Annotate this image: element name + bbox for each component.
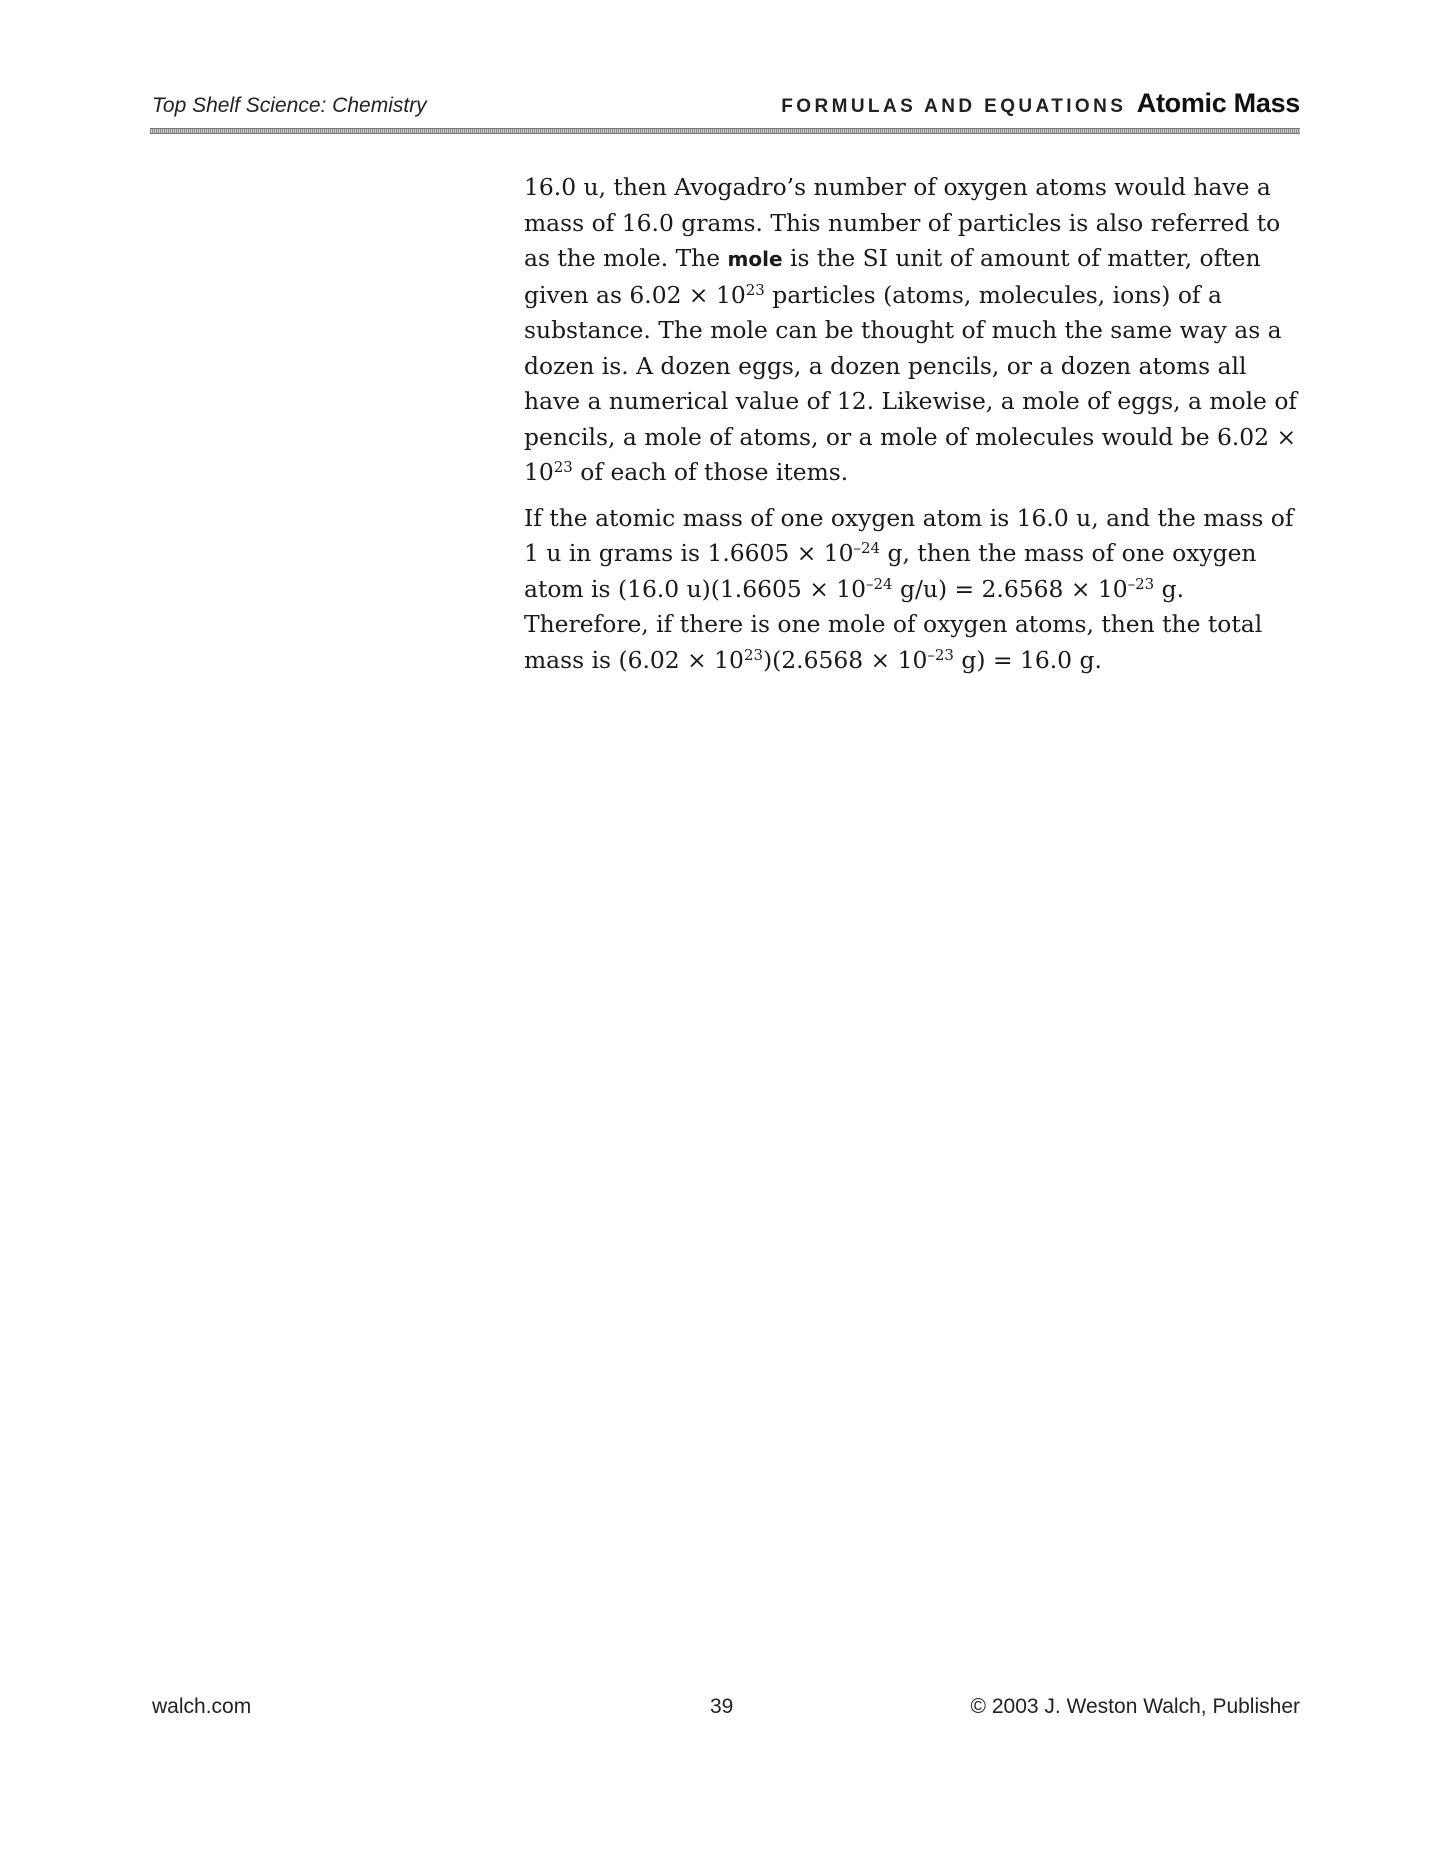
p2-text-1: If the atomic mass of one oxygen atom is 16.0 u, and the mass of 1 u in grams is 1.6605 × 10 bbox=[524, 503, 1294, 567]
page-number: 39 bbox=[710, 1695, 734, 1718]
paragraph-mole-definition bbox=[524, 170, 1304, 491]
p1-exponent-1: 23 bbox=[745, 280, 765, 299]
page-header bbox=[150, 88, 1300, 128]
p2-text-6: g) = 16.0 g. bbox=[953, 645, 1102, 674]
p2-text-3: g/u) = 2.6568 × 10 bbox=[892, 574, 1128, 603]
topic-title: Atomic Mass bbox=[1136, 88, 1300, 118]
p2-text-4: g. Therefore, if there is one mole of oxygen atoms, then the total mass is (6.02 × 10 bbox=[524, 574, 1263, 674]
term-mole: mole bbox=[727, 247, 783, 271]
p1-text-1: 16.0 u, then Avogadro’s number of oxygen atoms would have a mass of 16.0 grams. This number of particles is also referred to as the mole. The bbox=[524, 173, 1281, 272]
main-text bbox=[524, 170, 1304, 688]
p2-exponent-1: –24 bbox=[853, 538, 881, 557]
p2-exponent-2: –24 bbox=[866, 574, 893, 593]
footer-site: walch.com bbox=[152, 1695, 252, 1718]
p2-text-2: g, then the mass of one oxygen atom is (16.0 u)(1.6605 × 10 bbox=[524, 539, 1257, 603]
p2-text-5: )(2.6568 × 10 bbox=[763, 645, 928, 674]
p1-text-3: particles (atoms, molecules, ions) of a substance. The mole can be thought of much the same way as a dozen is. A dozen eggs, a dozen pencils, or a dozen atoms all have a numerical value of 12. Likewise, a mole of eggs, a mole of pencils, a mole of atoms, or a mole of molecules would be 6.02 × 10 bbox=[524, 280, 1298, 486]
p2-exponent-4: 23 bbox=[743, 645, 764, 664]
p1-exponent-2: 23 bbox=[553, 457, 573, 476]
p1-text-2: is the SI unit of amount of matter, often given as 6.02 × 10 bbox=[524, 244, 1261, 309]
header-right bbox=[781, 88, 1300, 119]
section-label: FORMULAS AND EQUATIONS bbox=[781, 96, 1127, 117]
paragraph-oxygen-calculation bbox=[524, 501, 1304, 679]
book-title: Top Shelf Science: Chemistry bbox=[152, 94, 427, 117]
p1-text-4: of each of those items. bbox=[572, 458, 849, 486]
header-rule bbox=[150, 128, 1300, 134]
p2-exponent-3: –23 bbox=[1127, 574, 1155, 593]
p2-exponent-5: –23 bbox=[927, 645, 954, 664]
footer-copyright: © 2003 J. Weston Walch, Publisher bbox=[970, 1695, 1300, 1718]
page-footer bbox=[150, 1695, 1300, 1727]
